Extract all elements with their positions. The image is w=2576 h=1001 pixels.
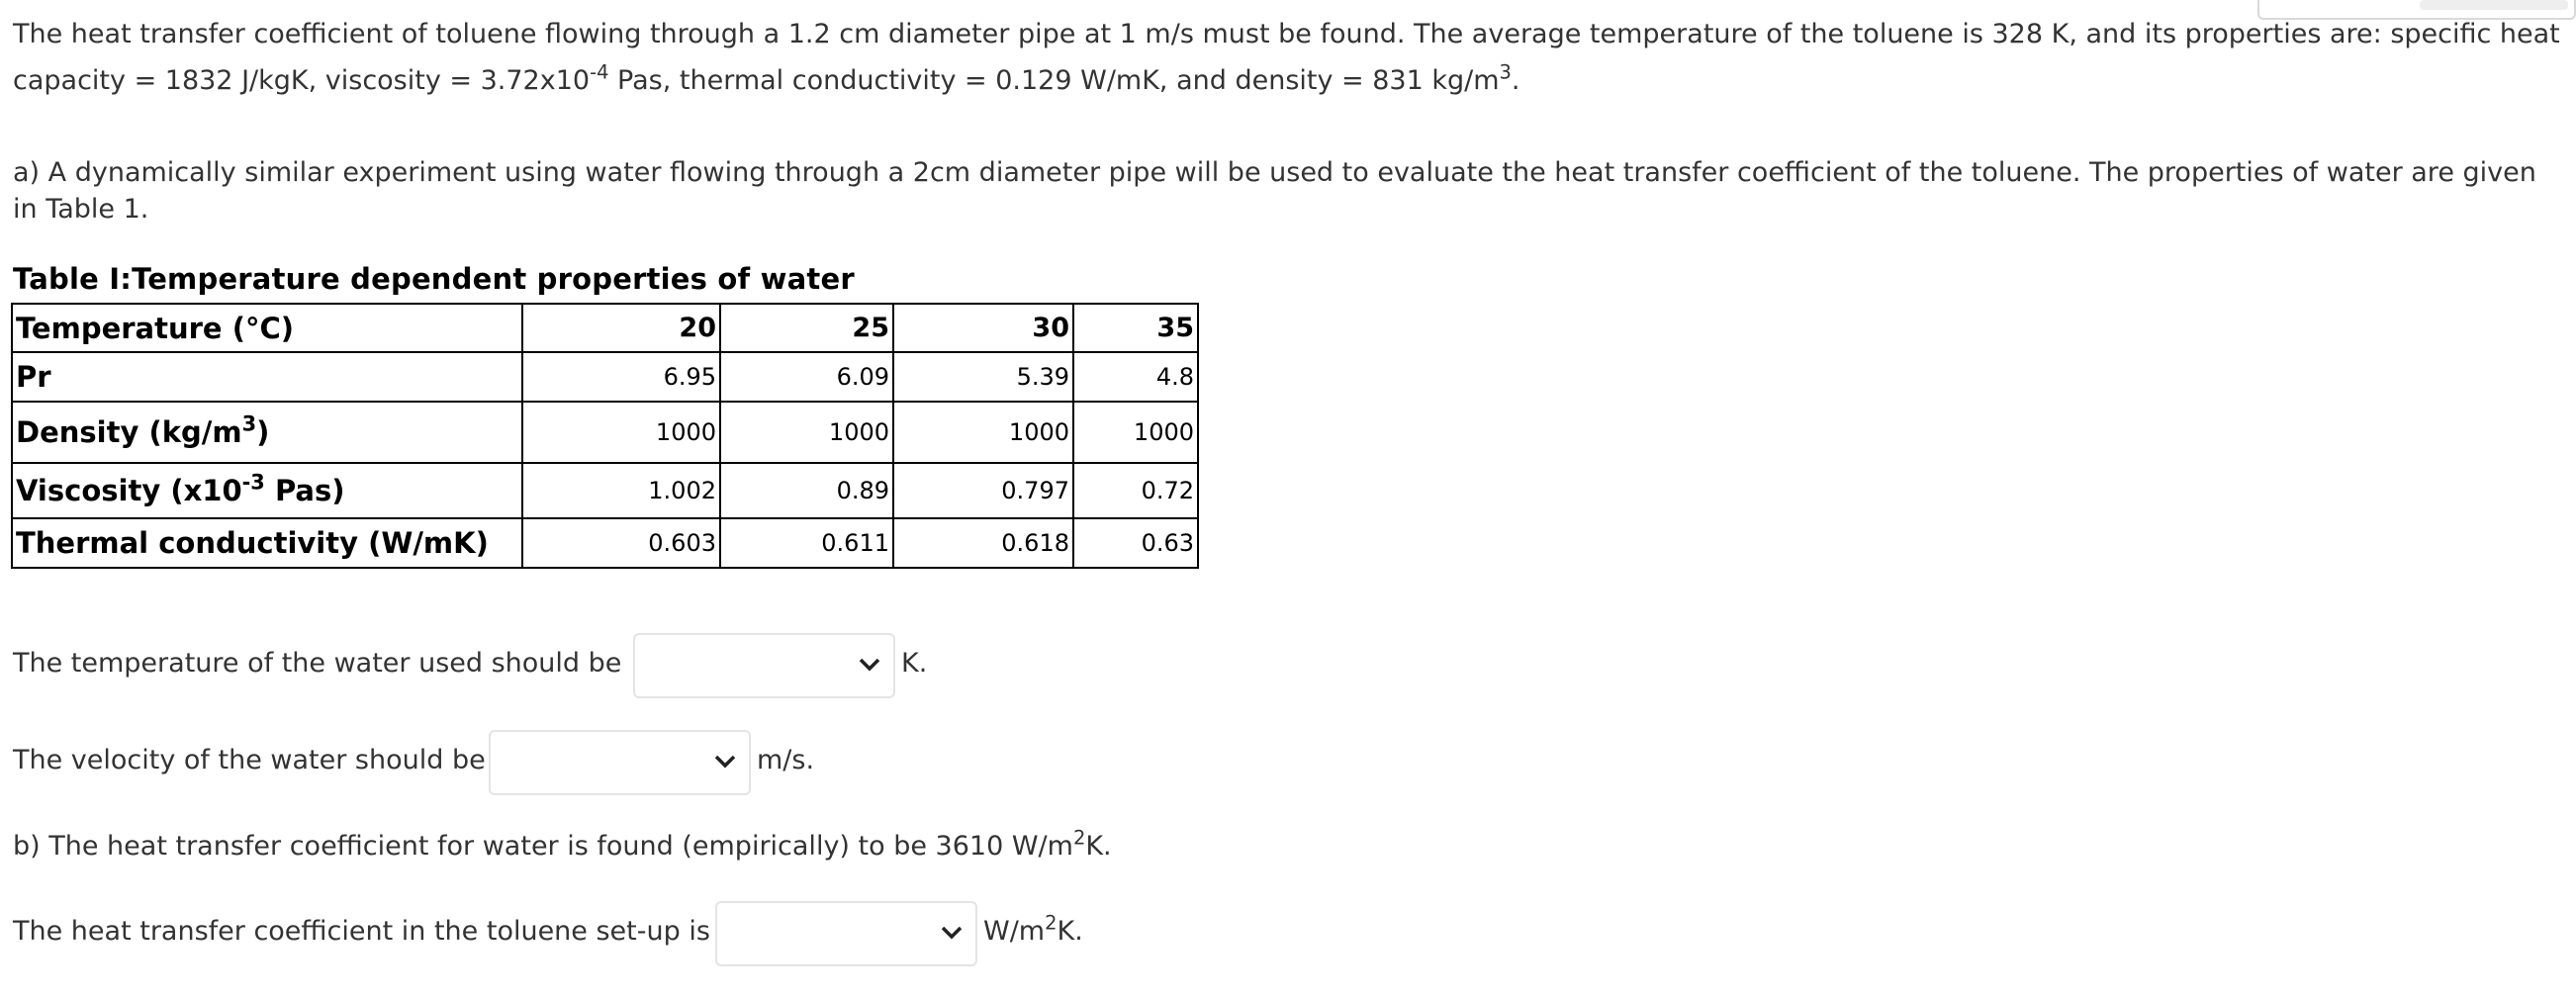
table-cell: 5.39 xyxy=(893,352,1073,402)
problem-statement-part-3: . xyxy=(1511,65,1520,96)
row-label-density xyxy=(12,402,522,463)
toluene-h-unit-text: W/m xyxy=(983,916,1046,947)
table-cell: 6.95 xyxy=(522,352,720,402)
problem-statement-part-1: The heat transfer coefficient of toluene flowing through a 1.2 cm diameter pipe at 1 m/s must be found. The average temperature of the toluene is 328 K, and its properties are: specific heat capacity = 1832 J/kgK, viscosity = 3.72x10 xyxy=(13,19,2560,96)
temperature-dropdown[interactable] xyxy=(633,633,895,698)
table-cell: 4.8 xyxy=(1073,352,1198,402)
table-cell: 20 xyxy=(522,304,720,352)
row-label-prandtl: Pr xyxy=(12,352,522,402)
row-label-density-close: ) xyxy=(256,415,270,449)
top-right-partial-widget-inner xyxy=(2420,0,2568,10)
row-label-viscosity-unit: Pas) xyxy=(264,474,345,507)
table-row-density xyxy=(12,402,1198,463)
row-label-viscosity xyxy=(12,463,522,518)
table-cell: 25 xyxy=(720,304,893,352)
problem-statement xyxy=(13,11,2565,104)
temperature-question-text: The temperature of the water used should be xyxy=(13,648,622,679)
table-cell: 0.797 xyxy=(893,463,1073,518)
table-cell: 0.603 xyxy=(522,518,720,568)
table-cell: 1.002 xyxy=(522,463,720,518)
water-properties-table xyxy=(11,303,1199,569)
toluene-h-unit xyxy=(983,911,1083,947)
part-a-text: a) A dynamically similar experiment using water flowing through a 2cm diameter pipe will be used to evaluate the heat transfer coefficient of the toluene. The properties of water are given in Table 1. xyxy=(13,157,2536,225)
table-cell: 0.89 xyxy=(720,463,893,518)
table-row-temperature xyxy=(12,304,1198,352)
row-label-viscosity-text: Viscosity (x10 xyxy=(16,474,242,507)
table-cell: 0.72 xyxy=(1073,463,1198,518)
table-cell: 6.09 xyxy=(720,352,893,402)
velocity-dropdown[interactable] xyxy=(489,730,751,795)
table-cell: 1000 xyxy=(893,402,1073,463)
chevron-down-icon xyxy=(713,752,737,772)
table-cell: 0.611 xyxy=(720,518,893,568)
viscosity-exponent: -4 xyxy=(590,60,609,84)
row-label-temperature: Temperature (°C) xyxy=(12,304,522,352)
velocity-unit: m/s. xyxy=(757,745,815,775)
toluene-h-unit-end: K. xyxy=(1057,916,1083,947)
problem-statement-part-2: Pas, thermal conductivity = 0.129 W/mK, and density = 831 kg/m xyxy=(608,65,1500,96)
toluene-h-dropdown[interactable] xyxy=(715,901,977,966)
velocity-question-text: The velocity of the water should be xyxy=(13,745,486,775)
table-cell: 0.63 xyxy=(1073,518,1198,568)
table-cell: 1000 xyxy=(1073,402,1198,463)
chevron-down-icon xyxy=(858,655,881,675)
part-b-text: b) The heat transfer coefficient for water is found (empirically) to be 3610 W/m xyxy=(13,831,1073,862)
table-row-viscosity xyxy=(12,463,1198,518)
table-row-thermal-conductivity xyxy=(12,518,1198,568)
part-b-unit-end: K. xyxy=(1085,831,1112,862)
chevron-down-icon xyxy=(940,923,964,943)
row-label-density-exponent: 3 xyxy=(241,411,257,436)
table-cell: 35 xyxy=(1073,304,1198,352)
table-cell: 1000 xyxy=(522,402,720,463)
temperature-unit: K. xyxy=(901,648,928,679)
table-cell: 30 xyxy=(893,304,1073,352)
density-exponent: 3 xyxy=(1499,60,1512,84)
row-label-density-text: Density (kg/m xyxy=(16,415,242,449)
table-row-prandtl xyxy=(12,352,1198,402)
part-a-statement xyxy=(13,154,2565,228)
table-cell: 1000 xyxy=(720,402,893,463)
table-caption: Table I:Temperature dependent properties of water xyxy=(13,262,855,296)
part-b-exponent: 2 xyxy=(1072,826,1086,850)
toluene-h-unit-exponent: 2 xyxy=(1045,911,1058,935)
toluene-h-question-text: The heat transfer coefficient in the toluene set-up is xyxy=(13,916,710,947)
table-cell: 0.618 xyxy=(893,518,1073,568)
part-b-statement xyxy=(13,826,1112,862)
row-label-viscosity-exponent: -3 xyxy=(241,470,265,495)
row-label-thermal-conductivity: Thermal conductivity (W/mK) xyxy=(12,518,522,568)
